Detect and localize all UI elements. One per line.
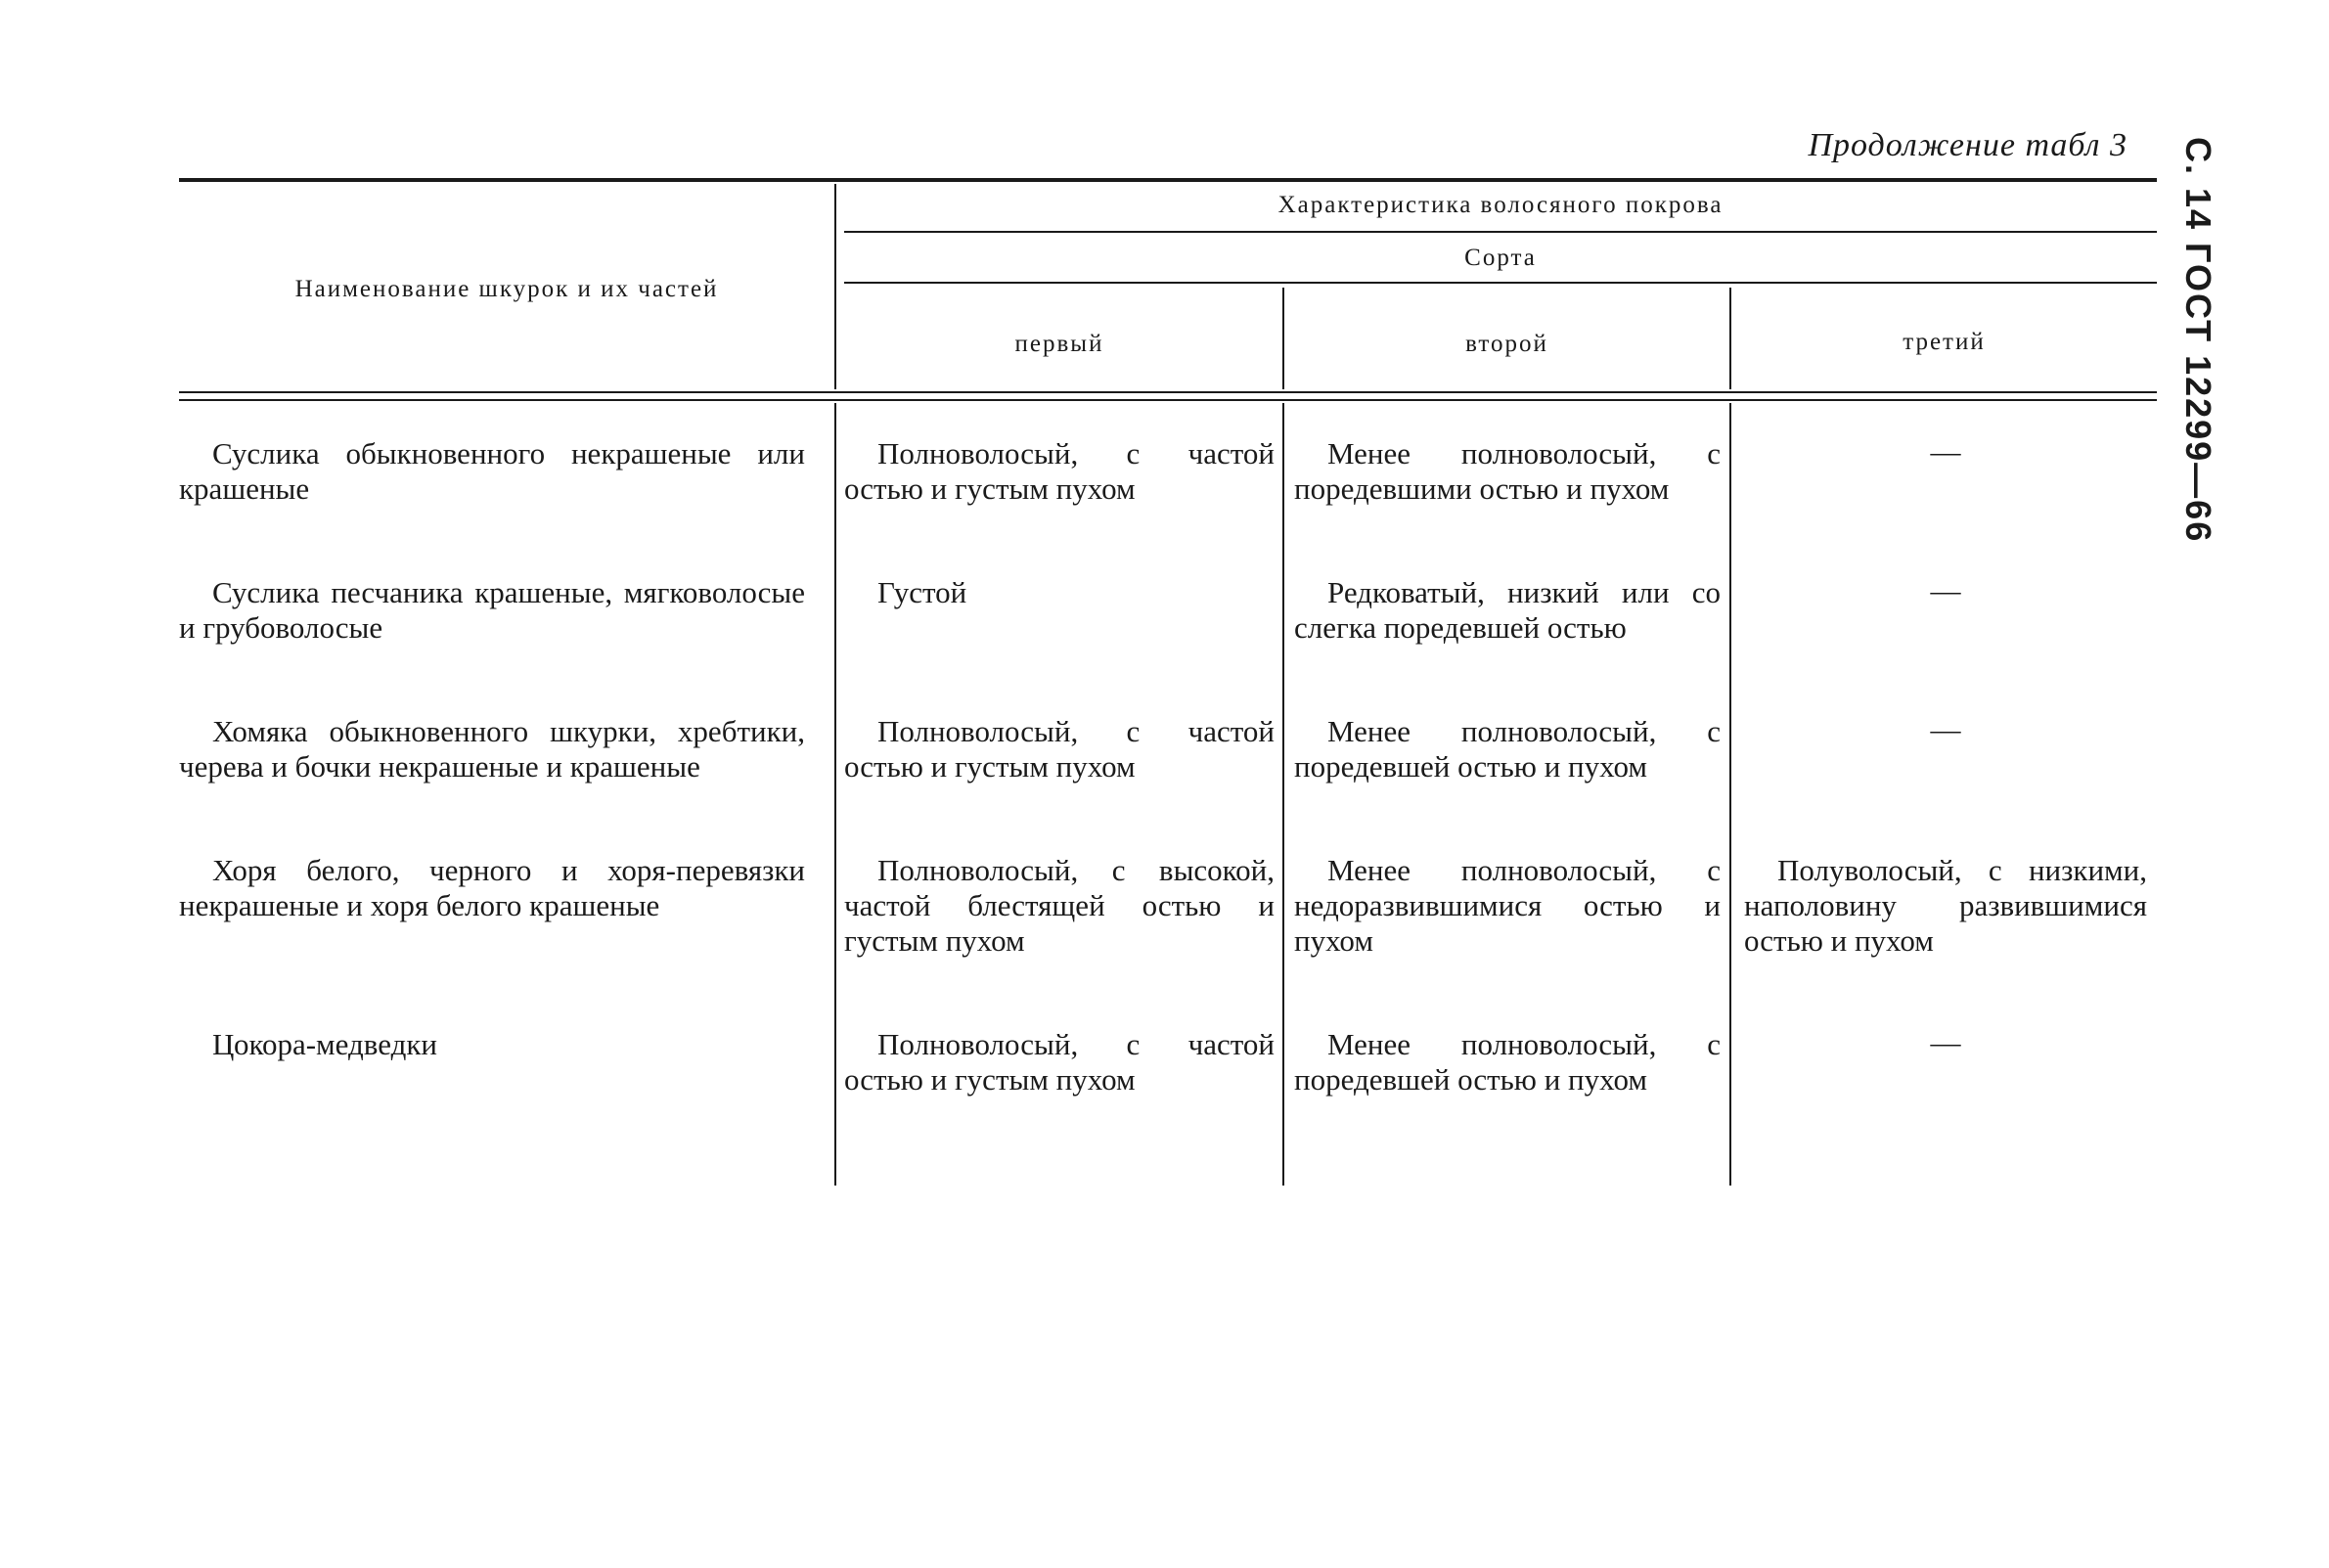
row-name: Хоря белого, черного и хоря-перевязки некрашеные и хоря белого крашеные (179, 853, 805, 922)
row-third-sort: — (1930, 712, 1961, 746)
row-first-sort: Полноволосый, с частой остью и густым пухом (844, 1027, 1275, 1097)
header-characteristic: Характеристика волосяного покрова (1277, 192, 1724, 218)
header-third-sort: третий (1903, 329, 1986, 355)
row-first-sort: Полноволосый, с высокой, частой блестящей остью и густым пухом (844, 853, 1275, 958)
page-number-text: С. 14 ГОСТ 12299—66 (2178, 137, 2218, 544)
row-third-sort: — (1930, 434, 1961, 469)
row-second-sort: Менее полноволосый, с недоразвившимися остью и пухом (1294, 853, 1721, 958)
header-bottom-rule (179, 391, 2157, 393)
row-name: Цокора-медведки (212, 1027, 438, 1061)
row-third-sort: — (1930, 573, 1961, 607)
row-first-sort: Полноволосый, с частой остью и густым пухом (844, 714, 1275, 784)
column-divider (1729, 403, 1731, 1186)
table-top-rule (179, 178, 2157, 182)
column-divider (1282, 403, 1284, 1186)
row-first-sort: Полноволосый, с частой остью и густым пухом (844, 436, 1275, 506)
header-name-column: Наименование шкурок и их частей (294, 276, 719, 302)
row-third-sort: — (1930, 1025, 1961, 1059)
header-rule-1 (844, 231, 2157, 233)
row-name: Хомяка обыкновенного шкурки, хребтики, черева и бочки некрашеные и крашеные (179, 714, 805, 784)
row-first-sort: Густой (877, 575, 967, 609)
column-divider (834, 403, 836, 1186)
row-second-sort: Менее полноволосый, с поредевшими остью и пухом (1294, 436, 1721, 506)
header-rule-2 (844, 282, 2157, 284)
row-name: Суслика обыкновенного некрашеные или крашеные (179, 436, 805, 506)
column-divider (834, 184, 836, 389)
table-continuation-label: Продолжение табл 3 (1808, 127, 2127, 163)
header-first-sort: первый (1014, 331, 1104, 357)
row-name: Суслика песчаника крашеные, мягковолосые и грубоволосые (179, 575, 805, 645)
header-sorts: Сорта (1464, 245, 1537, 271)
row-third-sort: Полуволосый, с низкими, наполовину развившимися остью и пухом (1744, 853, 2147, 958)
row-second-sort: Менее полноволосый, с поредевшей остью и пухом (1294, 1027, 1721, 1097)
header-bottom-rule-double (179, 399, 2157, 401)
header-second-sort: второй (1465, 331, 1548, 357)
page-number (2178, 137, 2248, 544)
row-second-sort: Редковатый, низкий или со слегка поредевшей остью (1294, 575, 1721, 645)
row-second-sort: Менее полноволосый, с поредевшей остью и пухом (1294, 714, 1721, 784)
